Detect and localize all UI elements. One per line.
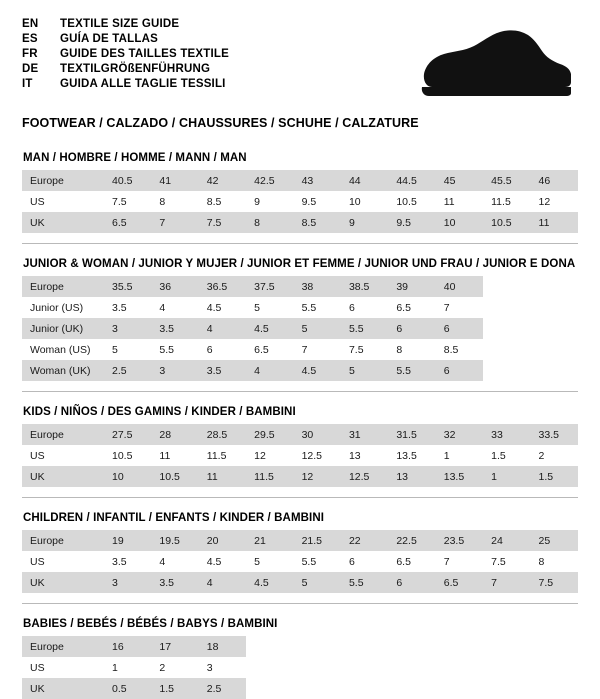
table-row — [22, 530, 578, 551]
size-cell: 6 — [436, 360, 483, 381]
size-cell: 0.5 — [104, 678, 151, 699]
size-cell: 42.5 — [246, 170, 293, 191]
size-cell: 32 — [436, 424, 483, 445]
size-cell: 6.5 — [254, 343, 269, 356]
size-cell: 4 — [199, 318, 246, 339]
size-cell: 11 — [159, 449, 171, 462]
size-cell: 37.5 — [246, 276, 293, 297]
language-code: IT — [22, 78, 33, 90]
size-cell: 6.5 — [104, 212, 151, 233]
size-cell: 10 — [104, 466, 151, 487]
language-row — [22, 33, 229, 48]
size-cell: 35.5 — [104, 276, 151, 297]
size-cell — [531, 276, 578, 297]
size-sections — [0, 130, 600, 699]
size-cell: 8 — [159, 195, 166, 208]
size-section-title: BABIES / BEBÉS / BÉBÉS / BABYS / BAMBINI — [23, 618, 278, 630]
table-row — [22, 360, 578, 381]
language-title-list — [22, 18, 229, 93]
size-cell: 1.5 — [151, 678, 198, 699]
size-cell: 6 — [348, 301, 355, 314]
size-cell — [388, 636, 435, 657]
size-cell: 45.5 — [483, 170, 530, 191]
size-cell: 33.5 — [531, 424, 578, 445]
table-row — [22, 339, 578, 360]
header — [0, 0, 600, 102]
size-row-label: Europe — [22, 170, 104, 191]
size-cell: 4 — [199, 572, 246, 593]
size-row-label: US — [30, 661, 45, 674]
section-divider — [22, 391, 578, 392]
size-cell: 5.5 — [159, 343, 174, 356]
size-cell — [436, 636, 483, 657]
size-cell — [483, 339, 530, 360]
size-cell: 9.5 — [388, 212, 435, 233]
size-cell: 18 — [199, 636, 246, 657]
size-cell: 11.5 — [206, 449, 227, 462]
size-cell — [483, 636, 530, 657]
size-cell — [246, 678, 293, 699]
section-divider — [22, 497, 578, 498]
size-cell: 4.5 — [246, 572, 293, 593]
size-cell: 6 — [206, 343, 213, 356]
size-cell — [341, 678, 388, 699]
size-cell: 2.5 — [199, 678, 246, 699]
size-cell: 3 — [104, 318, 151, 339]
size-cell — [531, 297, 578, 318]
size-cell — [388, 678, 435, 699]
language-row — [22, 18, 229, 33]
size-cell: 1.5 — [491, 449, 506, 462]
size-cell: 5 — [112, 343, 118, 356]
size-cell — [483, 297, 530, 318]
size-cell: 4 — [159, 555, 166, 568]
size-cell: 12.5 — [301, 449, 322, 462]
size-row-label: UK — [22, 572, 104, 593]
size-cell: 8.5 — [206, 195, 222, 208]
size-cell: 36.5 — [199, 276, 246, 297]
size-cell: 8 — [396, 343, 403, 356]
size-cell: 5.5 — [341, 572, 388, 593]
language-title-list-body — [22, 18, 229, 93]
size-cell: 5.5 — [388, 360, 435, 381]
size-cell: 13.5 — [396, 449, 417, 462]
size-cell: 3.5 — [112, 301, 127, 314]
language-row — [22, 63, 229, 78]
size-cell: 13.5 — [436, 466, 483, 487]
size-cell: 45 — [436, 170, 483, 191]
size-cell: 1.5 — [531, 466, 578, 487]
table-row — [22, 445, 578, 466]
size-section — [22, 406, 578, 498]
size-cell: 3.5 — [199, 360, 246, 381]
size-cell: 19 — [104, 530, 151, 551]
size-cell: 38 — [294, 276, 341, 297]
size-row-label: Junior (UK) — [22, 318, 104, 339]
size-cell: 2 — [538, 449, 545, 462]
table-row — [22, 297, 578, 318]
size-cell: 3.5 — [151, 572, 198, 593]
size-section-title: MAN / HOMBRE / HOMME / MANN / MAN — [23, 152, 247, 164]
size-section — [22, 618, 578, 699]
size-cell: 9 — [341, 212, 388, 233]
size-row-label: UK — [22, 212, 104, 233]
size-cell: 22 — [341, 530, 388, 551]
size-cell — [483, 360, 530, 381]
size-cell: 11 — [199, 466, 246, 487]
table-row — [22, 276, 578, 297]
size-cell: 19.5 — [151, 530, 198, 551]
size-cell: 1 — [483, 466, 530, 487]
language-code: ES — [22, 33, 38, 45]
size-cell: 3 — [104, 572, 151, 593]
size-cell: 5.5 — [301, 301, 317, 314]
language-title: TEXTILE SIZE GUIDE — [60, 18, 180, 30]
size-cell: 10.5 — [396, 195, 417, 208]
size-row-label: Europe — [22, 424, 104, 445]
size-cell: 7.5 — [531, 572, 578, 593]
size-cell: 28.5 — [199, 424, 246, 445]
language-row — [22, 78, 229, 93]
size-cell: 4 — [246, 360, 293, 381]
size-cell: 12 — [538, 195, 551, 208]
size-cell — [246, 657, 293, 678]
size-cell: 3.5 — [151, 318, 198, 339]
size-cell — [531, 318, 578, 339]
size-cell — [436, 678, 483, 699]
size-cell: 4 — [159, 301, 166, 314]
size-cell: 7 — [443, 555, 450, 568]
size-cell: 8 — [538, 555, 545, 568]
size-row-label: US — [30, 195, 45, 208]
size-cell: 5.5 — [301, 555, 317, 568]
size-cell: 11 — [443, 195, 455, 208]
size-table — [22, 530, 578, 593]
size-cell — [341, 636, 388, 657]
table-row — [22, 636, 578, 657]
size-cell: 9 — [254, 195, 261, 208]
language-title: TEXTILGRÖßENFÜHRUNG — [60, 63, 211, 75]
size-cell — [531, 636, 578, 657]
size-cell: 43 — [294, 170, 341, 191]
table-row — [22, 657, 578, 678]
size-cell — [531, 657, 578, 678]
size-cell: 3 — [151, 360, 198, 381]
size-cell: 4.5 — [246, 318, 293, 339]
size-cell: 31.5 — [388, 424, 435, 445]
language-title: GUIDA ALLE TAGLIE TESSILI — [60, 78, 226, 90]
size-cell: 22.5 — [388, 530, 435, 551]
size-cell: 10 — [436, 212, 483, 233]
size-cell — [483, 318, 530, 339]
size-cell — [436, 657, 483, 678]
size-cell: 5 — [254, 555, 261, 568]
size-cell: 1 — [112, 661, 118, 674]
size-cell — [294, 678, 341, 699]
size-row-label: Woman (US) — [30, 343, 91, 356]
section-divider — [22, 243, 578, 244]
size-table — [22, 636, 578, 699]
language-code: DE — [22, 63, 39, 75]
size-cell: 3.5 — [112, 555, 127, 568]
size-cell — [531, 678, 578, 699]
table-row — [22, 170, 578, 191]
size-cell: 6.5 — [396, 301, 411, 314]
size-cell: 21 — [246, 530, 293, 551]
table-row — [22, 551, 578, 572]
size-cell: 6 — [388, 572, 435, 593]
size-row-label: Europe — [22, 276, 104, 297]
table-row — [22, 191, 578, 212]
size-table — [22, 424, 578, 487]
size-cell: 12 — [254, 449, 266, 462]
dress-shoe-icon — [382, 24, 572, 102]
size-cell: 10.5 — [151, 466, 198, 487]
table-row — [22, 318, 578, 339]
size-cell: 2 — [159, 661, 166, 674]
size-cell: 10.5 — [483, 212, 530, 233]
size-cell: 24 — [483, 530, 530, 551]
size-table — [22, 276, 578, 381]
size-cell — [531, 360, 578, 381]
size-cell: 44.5 — [388, 170, 435, 191]
size-cell: 13 — [388, 466, 435, 487]
table-row — [22, 572, 578, 593]
size-cell: 4.5 — [294, 360, 341, 381]
size-cell: 11 — [531, 212, 578, 233]
size-cell — [483, 657, 530, 678]
size-cell: 10.5 — [112, 449, 133, 462]
size-row-label: Junior (US) — [30, 301, 84, 314]
size-cell: 27.5 — [104, 424, 151, 445]
size-cell: 46 — [531, 170, 578, 191]
size-cell: 41 — [151, 170, 198, 191]
size-cell: 39 — [388, 276, 435, 297]
size-cell — [294, 657, 341, 678]
size-row-label: UK — [22, 466, 104, 487]
size-cell: 5.5 — [341, 318, 388, 339]
size-cell: 28 — [151, 424, 198, 445]
size-row-label: US — [30, 449, 45, 462]
size-cell: 40 — [436, 276, 483, 297]
size-cell: 7.5 — [491, 555, 506, 568]
size-cell: 4.5 — [206, 301, 222, 314]
size-cell: 11.5 — [246, 466, 293, 487]
size-cell: 5 — [294, 318, 341, 339]
size-cell: 36 — [151, 276, 198, 297]
size-cell: 3 — [206, 661, 213, 674]
category-line: FOOTWEAR / CALZADO / CHAUSSURES / SCHUHE / CALZATURE — [22, 116, 419, 130]
size-table — [22, 170, 578, 233]
section-divider — [22, 603, 578, 604]
size-cell: 38.5 — [341, 276, 388, 297]
size-cell: 6 — [348, 555, 355, 568]
size-cell: 9.5 — [301, 195, 317, 208]
size-cell: 1 — [443, 449, 450, 462]
size-cell: 2.5 — [104, 360, 151, 381]
size-cell: 16 — [104, 636, 151, 657]
size-cell: 7 — [443, 301, 450, 314]
size-cell — [388, 657, 435, 678]
size-cell: 5 — [294, 572, 341, 593]
size-cell: 5 — [254, 301, 261, 314]
size-cell: 5 — [341, 360, 388, 381]
size-cell — [294, 636, 341, 657]
size-cell: 40.5 — [104, 170, 151, 191]
size-cell: 21.5 — [294, 530, 341, 551]
size-cell: 7.5 — [112, 195, 127, 208]
size-cell: 25 — [531, 530, 578, 551]
table-row — [22, 424, 578, 445]
size-cell: 29.5 — [246, 424, 293, 445]
size-cell: 7 — [483, 572, 530, 593]
language-code: EN — [22, 18, 39, 30]
language-title: GUIDE DES TAILLES TEXTILE — [60, 48, 229, 60]
table-row — [22, 678, 578, 699]
size-section — [22, 258, 578, 392]
size-row-label: US — [30, 555, 45, 568]
size-section — [22, 152, 578, 244]
size-cell — [341, 657, 388, 678]
size-cell: 17 — [151, 636, 198, 657]
size-cell: 4.5 — [206, 555, 222, 568]
size-cell: 12 — [294, 466, 341, 487]
size-row-label: UK — [22, 678, 104, 699]
size-section-title: JUNIOR & WOMAN / JUNIOR Y MUJER / JUNIOR ET FEMME / JUNIOR UND FRAU / JUNIOR E DONA — [23, 258, 576, 270]
size-cell: 10 — [348, 195, 361, 208]
size-cell: 7 — [151, 212, 198, 233]
size-cell: 6 — [388, 318, 435, 339]
size-row-label: Europe — [22, 636, 104, 657]
table-row — [22, 212, 578, 233]
size-row-label: Europe — [22, 530, 104, 551]
size-cell: 7.5 — [199, 212, 246, 233]
size-section-title: CHILDREN / INFANTIL / ENFANTS / KINDER / BAMBINI — [23, 512, 325, 524]
size-cell: 31 — [341, 424, 388, 445]
language-title: GUÍA DE TALLAS — [60, 33, 158, 45]
size-section-title: KIDS / NIÑOS / DES GAMINS / KINDER / BAMBINI — [23, 406, 296, 418]
language-code: FR — [22, 48, 38, 60]
size-cell: 11.5 — [491, 195, 511, 208]
size-cell: 7.5 — [348, 343, 364, 356]
size-cell — [483, 678, 530, 699]
size-cell: 44 — [341, 170, 388, 191]
size-cell: 12.5 — [341, 466, 388, 487]
size-cell — [531, 339, 578, 360]
size-cell: 6 — [436, 318, 483, 339]
size-row-label: Woman (UK) — [22, 360, 104, 381]
size-cell: 20 — [199, 530, 246, 551]
size-cell: 42 — [199, 170, 246, 191]
size-cell — [246, 636, 293, 657]
size-cell: 8 — [246, 212, 293, 233]
size-cell: 7 — [301, 343, 308, 356]
size-cell: 6.5 — [436, 572, 483, 593]
language-row — [22, 48, 229, 63]
size-cell: 8.5 — [443, 343, 459, 356]
table-row — [22, 466, 578, 487]
size-cell: 30 — [294, 424, 341, 445]
size-cell — [483, 276, 530, 297]
size-cell: 23.5 — [436, 530, 483, 551]
size-section — [22, 512, 578, 604]
size-cell: 8.5 — [294, 212, 341, 233]
size-cell: 13 — [348, 449, 361, 462]
size-cell: 33 — [483, 424, 530, 445]
size-cell: 6.5 — [396, 555, 411, 568]
